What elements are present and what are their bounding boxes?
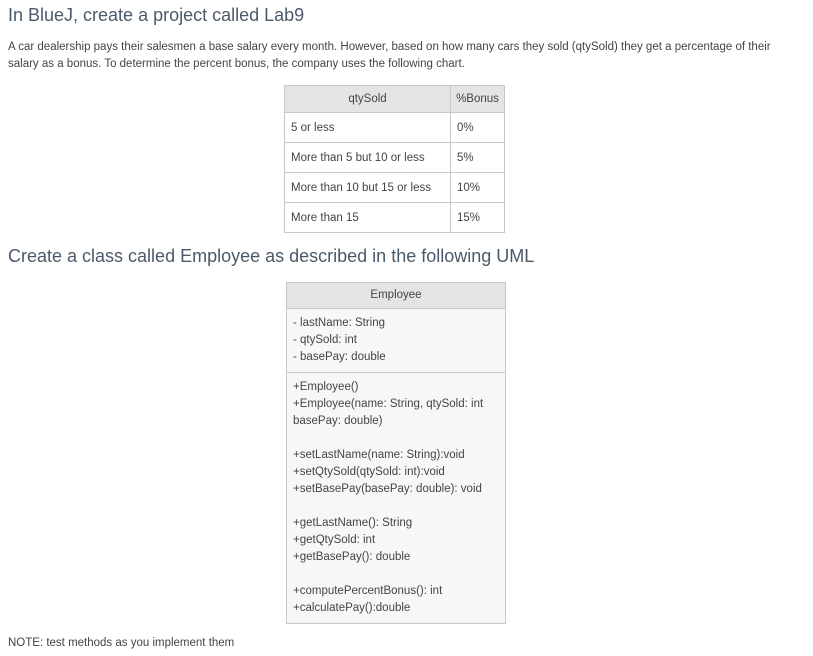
table-cell: 15% <box>451 203 505 233</box>
bonus-table-header-row <box>285 86 505 113</box>
uml-class-name: Employee <box>287 283 505 309</box>
uml-method: +setQtySold(qtySold: int):void <box>293 466 445 478</box>
uml-method: +computePercentBonus(): int <box>293 585 443 597</box>
uml-method: +setBasePay(basePay: double): void <box>293 483 482 495</box>
table-cell: 10% <box>451 173 505 203</box>
uml-method: +calculatePay():double <box>293 602 411 614</box>
uml-method: +getQtySold: int <box>293 534 376 546</box>
bonus-table <box>284 85 505 233</box>
intro-paragraph: A car dealership pays their salesmen a base salary every month. However, based on how many cars they sold (qtySold) they get a percentage of their salary as a bonus. To determine the percent bonus, the company uses the following chart. <box>8 41 771 70</box>
uml-method: +getBasePay(): double <box>293 551 411 563</box>
section-heading: Create a class called Employee as described in the following UML <box>8 246 535 266</box>
uml-method-spacer <box>293 566 499 583</box>
note-text: NOTE: test methods as you implement them <box>8 637 235 649</box>
table-cell: More than 15 <box>285 203 451 233</box>
uml-method: +setLastName(name: String):void <box>293 449 465 461</box>
table-row <box>285 143 505 173</box>
uml-class-diagram <box>286 282 506 624</box>
uml-methods <box>287 373 505 623</box>
table-cell: 5% <box>451 143 505 173</box>
table-row <box>285 173 505 203</box>
table-cell: More than 10 but 15 or less <box>285 173 451 203</box>
uml-method: +getLastName(): String <box>293 517 413 529</box>
table-row <box>285 113 505 143</box>
table-row <box>285 203 505 233</box>
bonus-table-header-qtysold: qtySold <box>285 86 451 113</box>
uml-attribute: - lastName: String <box>293 317 386 329</box>
uml-method: +Employee(name: String, qtySold: int basePay: double) <box>293 398 487 427</box>
table-cell: More than 5 but 10 or less <box>285 143 451 173</box>
uml-method-spacer <box>293 498 499 515</box>
uml-attributes <box>287 309 505 373</box>
table-cell: 0% <box>451 113 505 143</box>
uml-method-spacer <box>293 430 499 447</box>
table-cell: 5 or less <box>285 113 451 143</box>
bonus-table-header-bonus: %Bonus <box>451 86 505 113</box>
uml-attribute: - basePay: double <box>293 351 386 363</box>
page-title: In BlueJ, create a project called Lab9 <box>8 5 305 25</box>
uml-attribute: - qtySold: int <box>293 334 357 346</box>
uml-method: +Employee() <box>293 381 359 393</box>
